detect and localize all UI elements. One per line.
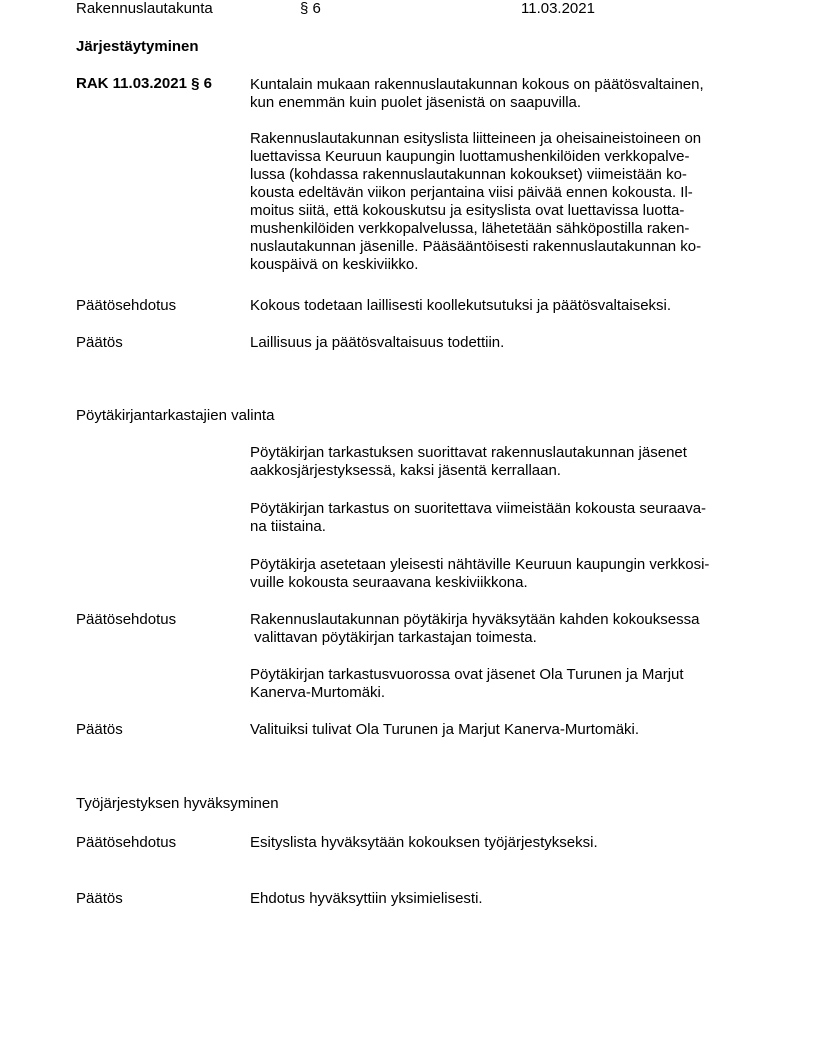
- section-reference: RAK 11.03.2021 § 6: [76, 75, 212, 92]
- text-line: aakkosjärjestyksessä, kaksi jäsentä kerrallaan.: [250, 462, 561, 479]
- proposal-label: Päätösehdotus: [76, 834, 177, 851]
- text-line: luettavissa Keuruun kaupungin luottamushenkilöiden verkkopalve-: [250, 148, 690, 165]
- text-line: mushenkilöiden verkkopalvelussa, lähetetään sähköpostilla raken-: [250, 220, 690, 237]
- text-line: kun enemmän kuin puolet jäsenistä on saapuvilla.: [250, 94, 582, 111]
- decision-label: Päätös: [76, 890, 123, 907]
- text-line: nuslautakunnan jäsenille. Pääsääntöisesti rakennuslautakunnan ko-: [250, 238, 702, 255]
- text-line: valittavan pöytäkirjan tarkastajan toimesta.: [250, 629, 537, 646]
- proposal-text: [250, 297, 740, 315]
- proposal-label: Päätösehdotus: [76, 297, 177, 314]
- text-line: Kanerva-Murtomäki.: [250, 684, 386, 701]
- decision-label: Päätös: [76, 721, 123, 738]
- header-section: § 6: [300, 0, 321, 17]
- text-line: Pöytäkirjan tarkastuksen suorittavat rakennuslautakunnan jäsenet: [250, 444, 687, 461]
- paragraph: [250, 556, 740, 592]
- text-line: Pöytäkirja asetetaan yleisesti nähtäville Keuruun kaupungin verkkosi-: [250, 556, 710, 573]
- text-line: Laillisuus ja päätösvaltaisuus todettiin.: [250, 334, 505, 351]
- text-line: kouspäivä on keskiviikko.: [250, 256, 419, 273]
- text-line: Esityslista hyväksytään kokouksen työjärjestykseksi.: [250, 834, 598, 851]
- decision-text: [250, 721, 740, 739]
- paragraph: [250, 500, 740, 536]
- section-title: Pöytäkirjantarkastajien valinta: [76, 407, 275, 424]
- proposal-text: [250, 834, 740, 852]
- text-line: lussa (kohdassa rakennuslautakunnan kokoukset) viimeistään ko-: [250, 166, 687, 183]
- paragraph: [250, 666, 740, 702]
- text-line: Kuntalain mukaan rakennuslautakunnan kokous on päätösvaltainen,: [250, 76, 704, 93]
- text-line: vuille kokousta seuraavana keskiviikkona.: [250, 574, 528, 591]
- proposal-label: Päätösehdotus: [76, 611, 177, 628]
- text-line: kousta edeltävän viikon perjantaina viisi päivää ennen kokousta. Il-: [250, 184, 693, 201]
- text-line: Rakennuslautakunnan esityslista liitteineen ja oheisaineistoineen on: [250, 130, 702, 147]
- header-committee: Rakennuslautakunta: [76, 0, 213, 17]
- text-line: Kokous todetaan laillisesti koollekutsutuksi ja päätösvaltaiseksi.: [250, 297, 672, 314]
- paragraph: [250, 130, 740, 274]
- paragraph: [250, 76, 740, 112]
- header-date: 11.03.2021: [521, 0, 595, 17]
- text-line: Pöytäkirjan tarkastusvuorossa ovat jäsenet Ola Turunen ja Marjut: [250, 666, 684, 683]
- text-line: Rakennuslautakunnan pöytäkirja hyväksytään kahden kokouksessa: [250, 611, 700, 628]
- decision-text: [250, 890, 740, 908]
- proposal-text: [250, 611, 740, 647]
- text-line: Valituiksi tulivat Ola Turunen ja Marjut Kanerva-Murtomäki.: [250, 721, 640, 738]
- paragraph: [250, 444, 740, 480]
- section-title: Työjärjestyksen hyväksyminen: [76, 795, 279, 812]
- text-line: Pöytäkirjan tarkastus on suoritettava viimeistään kokousta seuraava-: [250, 500, 707, 517]
- decision-label: Päätös: [76, 334, 123, 351]
- text-line: na tiistaina.: [250, 518, 326, 535]
- text-line: moitus siitä, että kokouskutsu ja esityslista ovat luettavissa luotta-: [250, 202, 685, 219]
- text-line: Ehdotus hyväksyttiin yksimielisesti.: [250, 890, 483, 907]
- section-title: Järjestäytyminen: [76, 38, 199, 55]
- decision-text: [250, 334, 740, 352]
